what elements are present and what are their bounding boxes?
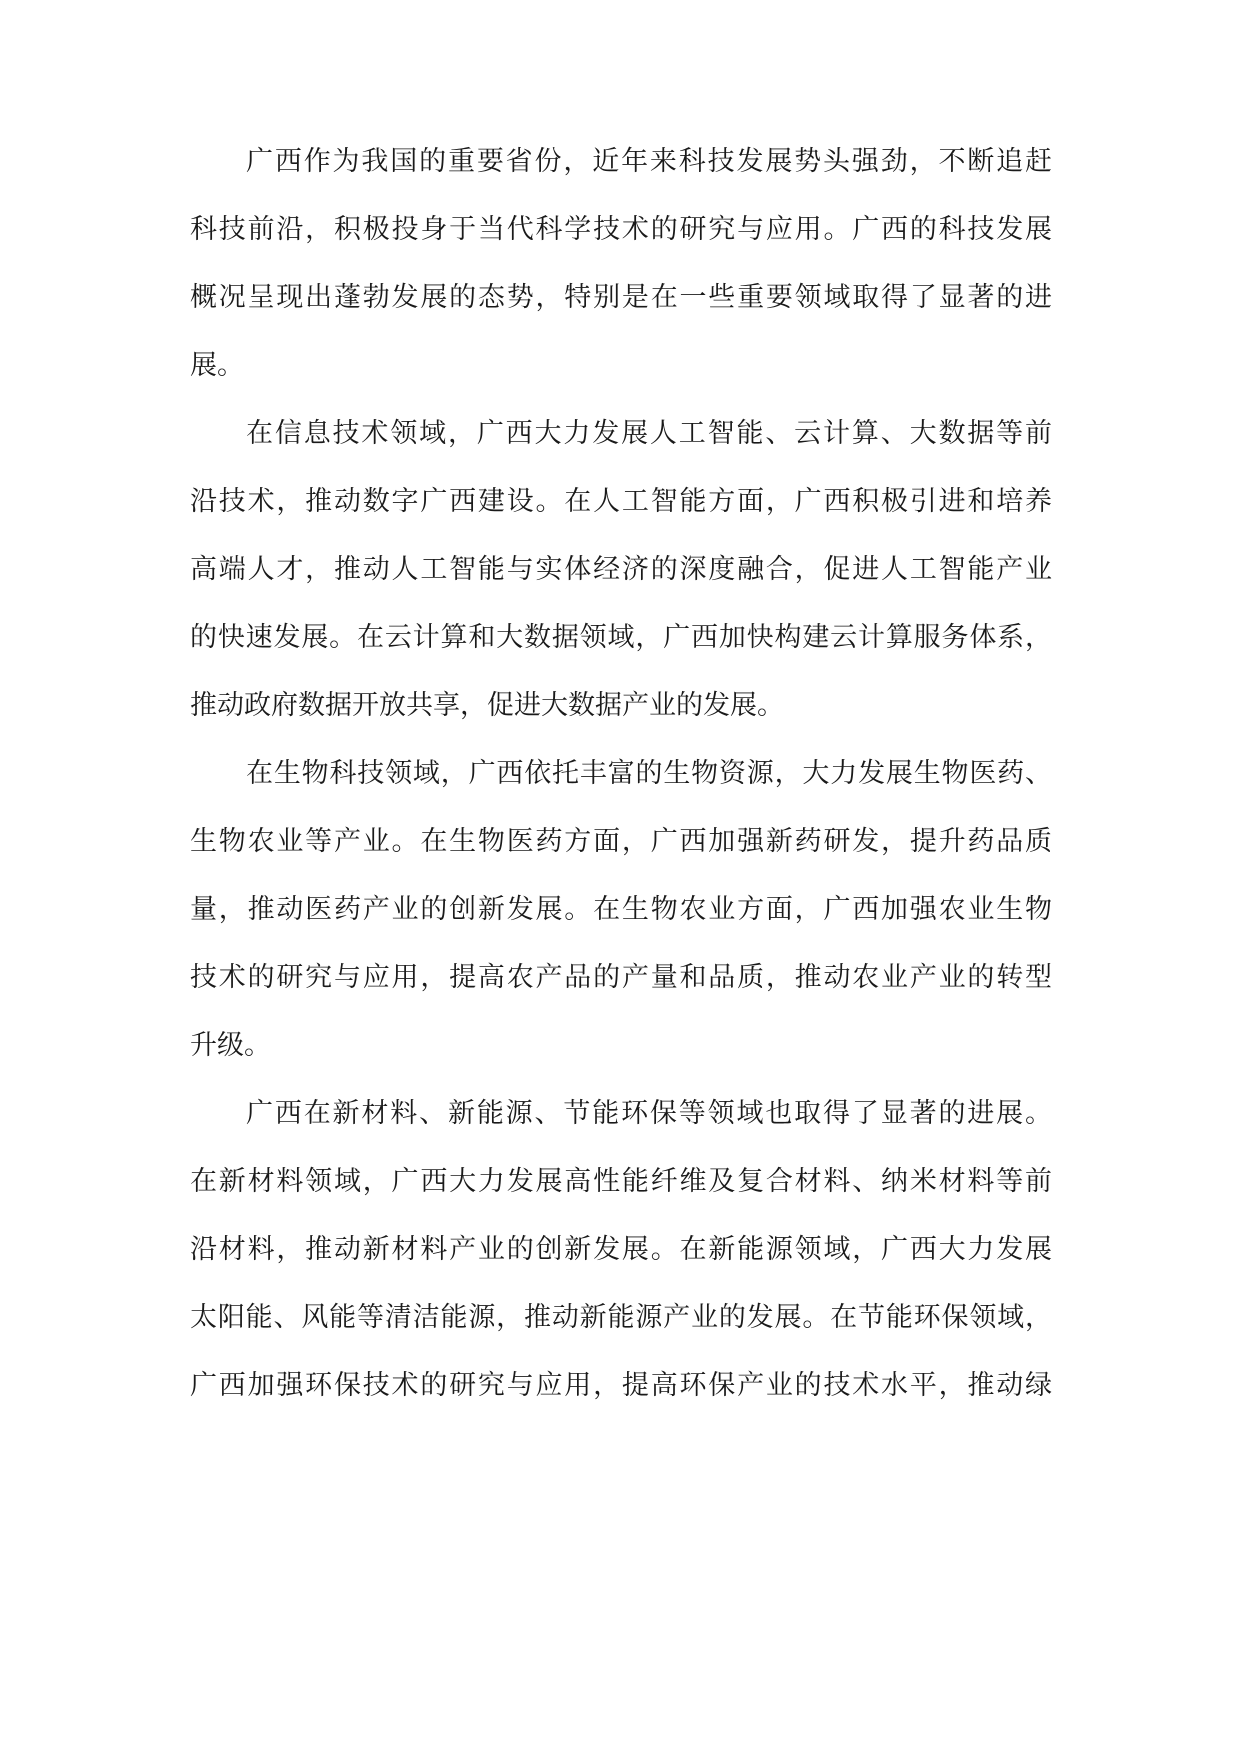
paragraph-3-line-1: 在生物科技领域，广西依托丰富的生物资源，大力发展生物医药、 bbox=[246, 758, 1052, 789]
paragraph-4-line-3: 沿材料，推动新材料产业的创新发展。在新能源领域，广西大力发展 bbox=[190, 1234, 1052, 1265]
paragraph-2-line-3: 高端人才，推动人工智能与实体经济的深度融合，促进人工智能产业 bbox=[190, 554, 1052, 585]
paragraph-2-line-1: 在信息技术领域，广西大力发展人工智能、云计算、大数据等前 bbox=[246, 418, 1052, 449]
paragraph-2-line-4: 的快速发展。在云计算和大数据领域，广西加快构建云计算服务体系， bbox=[190, 622, 1052, 653]
paragraph-4-line-4: 太阳能、风能等清洁能源，推动新能源产业的发展。在节能环保领域， bbox=[190, 1302, 1052, 1333]
paragraph-4-line-1: 广西在新材料、新能源、节能环保等领域也取得了显著的进展。 bbox=[246, 1098, 1052, 1129]
paragraph-1-line-2: 科技前沿，积极投身于当代科学技术的研究与应用。广西的科技发展 bbox=[190, 214, 1052, 245]
paragraph-2-line-2: 沿技术，推动数字广西建设。在人工智能方面，广西积极引进和培养 bbox=[190, 486, 1052, 517]
paragraph-1-line-1: 广西作为我国的重要省份，近年来科技发展势头强劲，不断追赶 bbox=[246, 146, 1052, 177]
paragraph-1-line-4: 展。 bbox=[190, 350, 244, 381]
paragraph-3-line-3: 量，推动医药产业的创新发展。在生物农业方面，广西加强农业生物 bbox=[190, 894, 1052, 925]
paragraph-3-line-2: 生物农业等产业。在生物医药方面，广西加强新药研发，提升药品质 bbox=[190, 826, 1052, 857]
paragraph-4-line-5: 广西加强环保技术的研究与应用，提高环保产业的技术水平，推动绿 bbox=[190, 1370, 1052, 1401]
paragraph-3-line-5: 升级。 bbox=[190, 1030, 271, 1061]
paragraph-2-line-5: 推动政府数据开放共享，促进大数据产业的发展。 bbox=[190, 690, 784, 721]
paragraph-3-line-4: 技术的研究与应用，提高农产品的产量和品质，推动农业产业的转型 bbox=[190, 962, 1052, 993]
paragraph-4-line-2: 在新材料领域，广西大力发展高性能纤维及复合材料、纳米材料等前 bbox=[190, 1166, 1052, 1197]
paragraph-1-line-3: 概况呈现出蓬勃发展的态势，特别是在一些重要领域取得了显著的进 bbox=[190, 282, 1052, 313]
